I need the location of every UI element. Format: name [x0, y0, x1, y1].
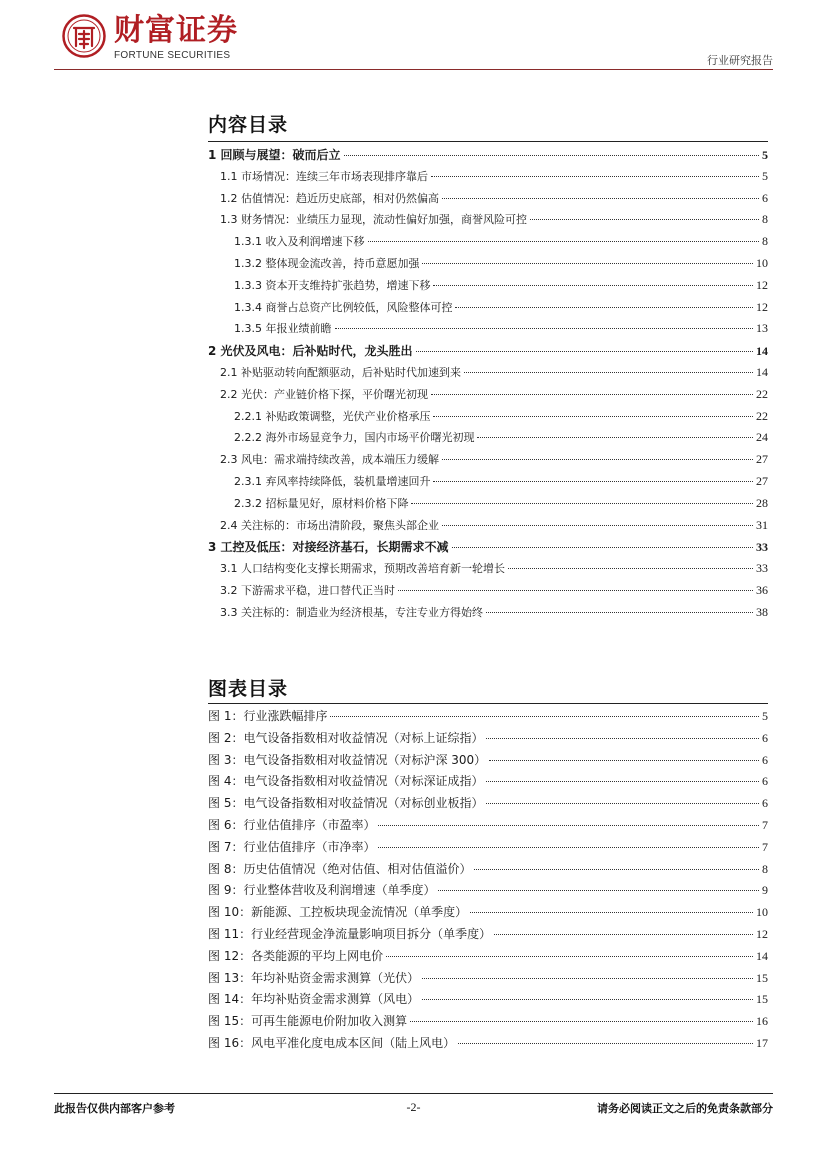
toc-entry-page: 14 — [756, 344, 768, 359]
dot-leader — [452, 546, 753, 548]
toc-entry[interactable] — [208, 473, 768, 494]
toc-entry-page: 12 — [756, 299, 768, 314]
toc-entry-page: 17 — [756, 1036, 768, 1050]
dot-leader — [422, 262, 753, 264]
dot-leader — [477, 436, 753, 438]
toc-entry[interactable] — [208, 146, 768, 167]
toc-entry-label: 图 16：风电平准化度电成本区间（陆上风电） — [208, 1036, 456, 1050]
toc-entry-label: 图 7：行业估值排序（市净率） — [208, 839, 376, 854]
toc-entry-label: 图 4：电气设备指数相对收益情况（对标深证成指） — [208, 774, 484, 789]
dot-leader — [470, 911, 753, 913]
dot-leader — [378, 846, 759, 848]
toc-entry-page: 33 — [756, 540, 768, 555]
toc-entry-page: 5 — [762, 148, 768, 162]
toc-entry-page: 16 — [756, 1014, 768, 1029]
dot-leader — [411, 502, 753, 504]
toc-entry[interactable] — [208, 233, 768, 254]
toc-title-divider — [208, 141, 768, 142]
toc-title: 内容目录 — [208, 114, 289, 136]
toc-entry-label: 图 14：年均补贴资金需求测算（风电） — [208, 992, 420, 1007]
brand-name-en: FORTUNE SECURITIES — [114, 50, 231, 61]
toc-entry[interactable] — [208, 707, 768, 728]
footer-divider — [54, 1093, 773, 1094]
toc-entry-page: 24 — [756, 430, 768, 445]
toc-entry[interactable] — [208, 947, 768, 968]
dot-leader — [508, 567, 753, 569]
dot-leader — [486, 737, 759, 739]
toc-entry-label: 图 13：年均补贴资金需求测算（光伏） — [208, 970, 420, 985]
toc-entry-label: 图 10：新能源、工控板块现金流情况（单季度） — [208, 905, 468, 920]
toc-entry-page: 6 — [762, 730, 768, 745]
fortune-securities-logo-icon — [62, 14, 106, 58]
toc-entry-page: 14 — [756, 948, 768, 963]
toc-entry-page: 10 — [756, 256, 768, 270]
toc-entry-label: 2.3.1 弃风率持续降低，装机量增速回升 — [234, 475, 431, 488]
toc-entry[interactable] — [208, 408, 768, 429]
toc-entry-label: 3.1 人口结构变化支撑长期需求，预期改善培育新一轮增长 — [220, 562, 505, 576]
toc-entry-label: 1.3 财务情况：业绩压力显现，流动性偏好加强，商誉风险可控 — [220, 213, 527, 227]
toc-entry[interactable] — [208, 211, 768, 232]
dot-leader — [416, 350, 753, 352]
header-divider — [54, 69, 773, 70]
dot-leader — [431, 175, 759, 177]
page-header — [0, 0, 827, 72]
dot-leader — [433, 415, 753, 417]
dot-leader — [433, 284, 753, 286]
dot-leader — [330, 715, 759, 717]
toc-entry-label: 2.2.1 补贴政策调整，光伏产业价格承压 — [234, 409, 431, 423]
toc-entry-label: 2.2 光伏：产业链价格下探，平价曙光初现 — [220, 387, 428, 401]
toc-entry[interactable] — [208, 990, 768, 1011]
toc-entry-page: 13 — [756, 321, 768, 336]
toc-entry[interactable] — [208, 364, 768, 385]
toc-entry-page: 10 — [756, 905, 768, 920]
figure-list-title-divider — [208, 703, 768, 704]
toc-entry[interactable] — [208, 772, 768, 793]
toc-entry-label: 2.1 补贴驱动转向配额驱动，后补贴时代加速到来 — [220, 366, 461, 379]
toc-entry[interactable] — [208, 969, 768, 990]
dot-leader — [368, 240, 760, 242]
toc-entry-label: 3.3 关注标的：制造业为经济根基，专注专业方得始终 — [220, 605, 483, 619]
toc-entry-page: 7 — [762, 818, 768, 832]
toc-entry[interactable] — [208, 860, 768, 881]
dot-leader — [422, 998, 753, 1000]
toc-entry-page: 15 — [756, 992, 768, 1007]
toc-entry[interactable] — [208, 168, 768, 189]
toc-entry-label: 2.4 关注标的：市场出清阶段，聚焦头部企业 — [220, 518, 439, 532]
dot-leader — [442, 524, 753, 526]
toc-entry-page: 8 — [762, 234, 768, 249]
toc-entry-label: 3 工控及低压：对接经济基石，长期需求不减 — [208, 540, 449, 555]
toc-entry-label: 图 15：可再生能源电价附加收入测算 — [208, 1014, 408, 1029]
toc-entry-label: 1.3.5 年报业绩前瞻 — [234, 322, 332, 336]
dot-leader — [442, 458, 753, 460]
toc-entry-page: 8 — [762, 212, 768, 227]
toc-entry[interactable] — [208, 538, 768, 559]
toc-entry-label: 1 回顾与展望：破而后立 — [208, 148, 341, 162]
toc-entry[interactable] — [208, 320, 768, 341]
toc-entry-label: 1.1 市场情况：连续三年市场表现排序靠后 — [220, 169, 428, 183]
toc-entry-label: 图 1：行业涨跌幅排序 — [208, 709, 328, 723]
footer-disclaimer-right: 请务必阅读正文之后的免责条款部分 — [597, 1102, 773, 1115]
toc-entry-label: 图 3：电气设备指数相对收益情况（对标沪深 300） — [208, 752, 487, 767]
toc-entry[interactable] — [208, 255, 768, 276]
dot-leader — [378, 824, 759, 826]
toc-entry[interactable] — [208, 386, 768, 407]
toc-entry-page: 27 — [756, 474, 768, 488]
dot-leader — [464, 371, 753, 373]
toc-entry[interactable] — [208, 794, 768, 815]
dot-leader — [474, 868, 759, 870]
toc-entry[interactable] — [208, 582, 768, 603]
dot-leader — [442, 197, 759, 199]
toc-entry-page: 38 — [756, 604, 768, 619]
dot-leader — [431, 393, 753, 395]
toc-entry[interactable] — [208, 903, 768, 924]
dot-leader — [422, 977, 753, 979]
toc-entry-label: 2.3.2 招标量见好，原材料价格下降 — [234, 496, 409, 510]
dot-leader — [410, 1020, 753, 1022]
toc-entry-label: 图 5：电气设备指数相对收益情况（对标创业板指） — [208, 796, 484, 811]
dot-leader — [386, 955, 753, 957]
dot-leader — [335, 327, 754, 329]
toc-entry-label: 2.2.2 海外市场显竞争力，国内市场平价曙光初现 — [234, 431, 475, 445]
toc-entry-page: 5 — [762, 168, 768, 183]
brand-name-cn: 财富证券 — [114, 13, 238, 48]
dot-leader — [398, 589, 753, 591]
toc-entry-page: 7 — [762, 839, 768, 854]
toc-entry-page: 12 — [756, 927, 768, 941]
toc-entry[interactable] — [208, 729, 768, 750]
dot-leader — [455, 306, 753, 308]
dot-leader — [344, 154, 759, 156]
toc-entry[interactable] — [208, 751, 768, 772]
figure-list-title: 图表目录 — [208, 678, 289, 700]
toc-entry-label: 图 6：行业估值排序（市盈率） — [208, 818, 376, 832]
toc-entry[interactable] — [208, 604, 768, 625]
page-number: -2- — [406, 1100, 421, 1114]
toc-entry[interactable] — [208, 517, 768, 538]
dot-leader — [458, 1042, 753, 1044]
report-type-label: 行业研究报告 — [707, 54, 773, 67]
toc-entry-label: 2 光伏及风电：后补贴时代，龙头胜出 — [208, 344, 413, 359]
dot-leader — [486, 802, 759, 804]
toc-entry-page: 15 — [756, 970, 768, 985]
toc-entry[interactable] — [208, 190, 768, 211]
toc-entry[interactable] — [208, 342, 768, 363]
toc-entry-page: 8 — [762, 861, 768, 876]
dot-leader — [433, 480, 753, 482]
toc-entry-label: 2.3 风电：需求端持续改善，成本端压力缓解 — [220, 453, 439, 467]
toc-entry-page: 36 — [756, 583, 768, 597]
toc-entry[interactable] — [208, 881, 768, 902]
toc-entry[interactable] — [208, 299, 768, 320]
toc-entry[interactable] — [208, 1012, 768, 1033]
toc-entry[interactable] — [208, 277, 768, 298]
toc-entry-page: 12 — [756, 277, 768, 292]
toc-entry-page: 6 — [762, 774, 768, 789]
dot-leader — [486, 780, 759, 782]
toc-entry-page: 6 — [762, 190, 768, 205]
toc-entry[interactable] — [208, 1034, 768, 1055]
dot-leader — [486, 611, 753, 613]
toc-entry-label: 图 11：行业经营现金净流量影响项目拆分（单季度） — [208, 927, 492, 941]
toc-entry-page: 33 — [756, 561, 768, 576]
dot-leader — [438, 889, 759, 891]
toc-entry-page: 28 — [756, 495, 768, 510]
toc-entry[interactable] — [208, 451, 768, 472]
toc-entry-label: 1.3.4 商誉占总资产比例较低，风险整体可控 — [234, 300, 453, 314]
toc-entry[interactable] — [208, 429, 768, 450]
toc-entry-page: 9 — [762, 883, 768, 898]
toc-entry-page: 31 — [756, 517, 768, 532]
toc-entry[interactable] — [208, 925, 768, 946]
dot-leader — [530, 218, 759, 220]
toc-entry-page: 5 — [762, 709, 768, 723]
toc-entry[interactable] — [208, 838, 768, 859]
toc-entry-page: 6 — [762, 752, 768, 767]
dot-leader — [489, 759, 759, 761]
toc-entry[interactable] — [208, 560, 768, 581]
toc-entry[interactable] — [208, 816, 768, 837]
toc-entry-label: 图 2：电气设备指数相对收益情况（对标上证综指） — [208, 730, 484, 745]
toc-entry-label: 3.2 下游需求平稳，进口替代正当时 — [220, 584, 395, 597]
toc-entry-label: 图 9：行业整体营收及利润增速（单季度） — [208, 883, 436, 898]
toc-entry[interactable] — [208, 495, 768, 516]
toc-entry-page: 14 — [756, 365, 768, 379]
toc-entry-label: 1.3.2 整体现金流改善，持币意愿加强 — [234, 257, 420, 270]
toc-entry-label: 图 12：各类能源的平均上网电价 — [208, 948, 384, 963]
toc-entry-label: 1.3.3 资本开支维持扩张趋势，增速下移 — [234, 278, 431, 292]
toc-entry-page: 6 — [762, 796, 768, 811]
toc-entry-label: 图 8：历史估值情况（绝对估值、相对估值溢价） — [208, 861, 472, 876]
dot-leader — [494, 933, 753, 935]
toc-entry-page: 22 — [756, 408, 768, 423]
toc-entry-label: 1.2 估值情况：趋近历史底部，相对仍然偏高 — [220, 191, 439, 205]
footer-disclaimer-left: 此报告仅供内部客户参考 — [54, 1102, 175, 1115]
toc-entry-label: 1.3.1 收入及利润增速下移 — [234, 235, 365, 249]
toc-entry-page: 22 — [756, 386, 768, 401]
toc-entry-page: 27 — [756, 452, 768, 467]
